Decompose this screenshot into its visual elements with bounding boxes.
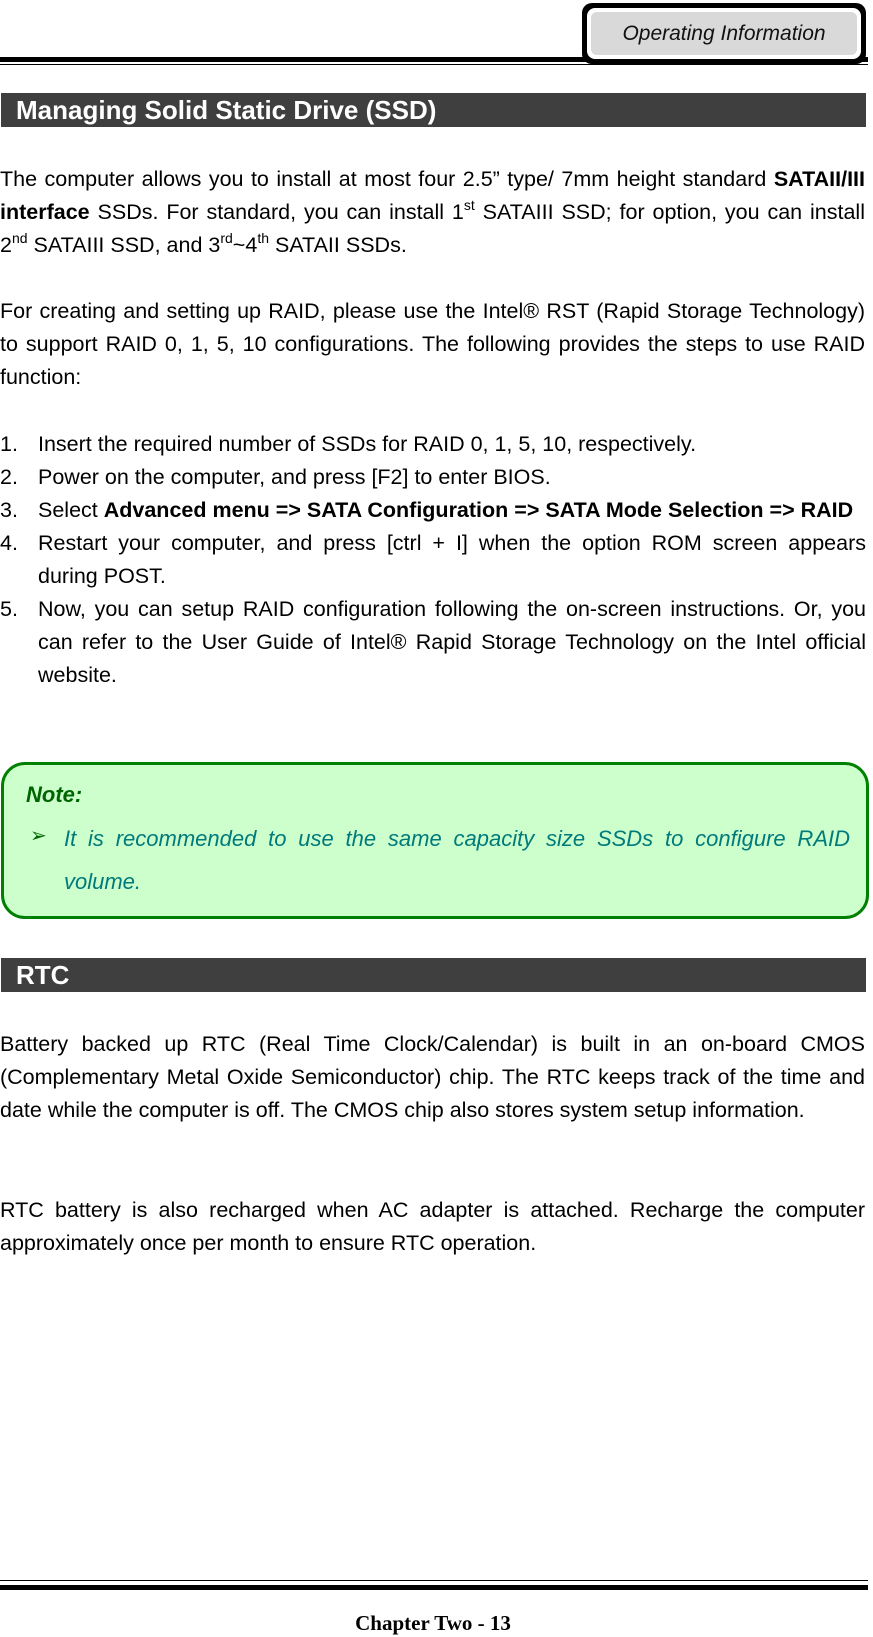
ssd-paragraph-1: The computer allows you to install at most four 2.5” type/ 7mm height standard SATAII/III interface SSDs. For standard, you can install 1st SATAIII SSD; for option, you can install 2nd SATAIII SSD, and 3rd~4th SATAII SSDs.	[0, 167, 865, 257]
raid-steps-list	[0, 428, 866, 692]
list-item: 3. Select Advanced menu => SATA Configuration => SATA Mode Selection => RAID	[0, 498, 854, 522]
section-title-rtc: RTC	[1, 958, 866, 992]
list-item: 2. Power on the computer, and press [F2] to enter BIOS.	[0, 465, 551, 489]
ssd-paragraph-2: For creating and setting up RAID, please use the Intel® RST (Rapid Storage Technology) to support RAID 0, 1, 5, 10 configurations. The following provides the steps to use RAID function:	[0, 299, 865, 389]
section-title-ssd: Managing Solid Static Drive (SSD)	[1, 93, 866, 127]
footer-rule-thin	[0, 1580, 868, 1581]
rtc-paragraph-2: RTC battery is also recharged when AC adapter is attached. Recharge the computer approximately once per month to ensure RTC operation.	[0, 1198, 865, 1255]
header-tab: Operating Information	[591, 12, 857, 55]
arrow-bullet-icon: ➢	[30, 825, 47, 847]
footer-rule	[0, 1585, 868, 1590]
list-item: 4. Restart your computer, and press [ctrl + I] when the option ROM screen appears during POST.	[0, 531, 866, 588]
rtc-paragraph-1: Battery backed up RTC (Real Time Clock/Calendar) is built in an on-board CMOS (Complementary Metal Oxide Semiconductor) chip. The RTC keeps track of the time and date while the computer is off. The CMOS chip also stores system setup information.	[0, 1032, 865, 1122]
note-text: It is recommended to use the same capacity size SSDs to configure RAID volume.	[64, 826, 850, 894]
note-title: Note:	[26, 782, 83, 807]
list-item: 5. Now, you can setup RAID configuration following the on-screen instructions. Or, you can refer to the User Guide of Intel® Rapid Storage Technology on the Intel official website.	[0, 597, 866, 687]
list-item: 1. Insert the required number of SSDs for RAID 0, 1, 5, 10, respectively.	[0, 432, 697, 456]
header-rule-thin	[0, 64, 868, 65]
page-footer: Chapter Two - 13	[355, 1611, 511, 1635]
note-box	[1, 762, 869, 919]
